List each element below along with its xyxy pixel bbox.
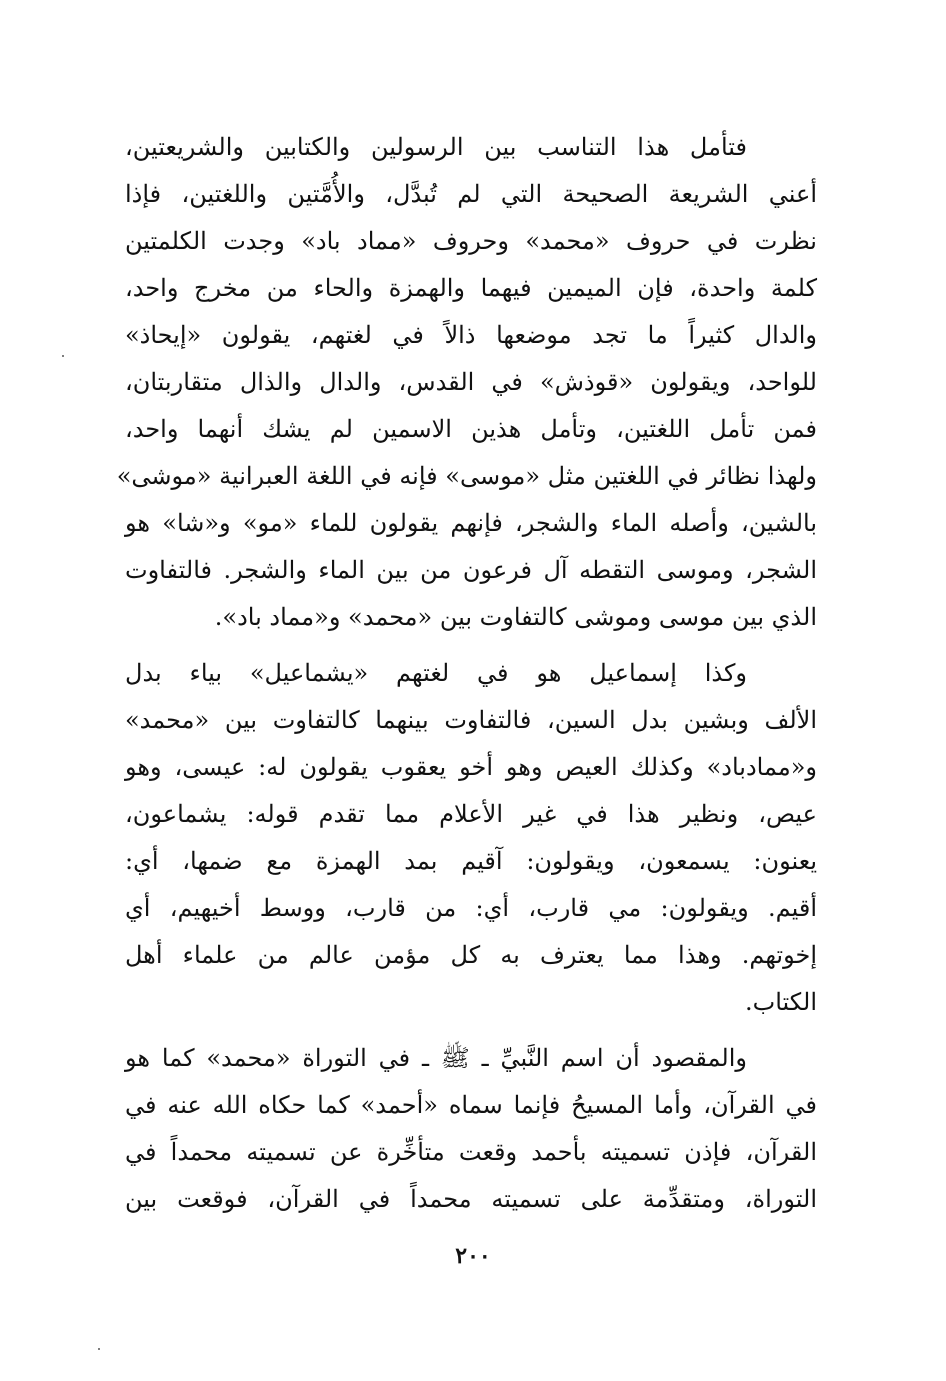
text-line: التوراة، ومتقدِّمة على تسميته محمداً في القرآن، فوقعت بين (125, 1185, 817, 1213)
text-line: بالشين، وأصله الماء والشجر، فإنهم يقولون للماء «مو» و«شا» هو (125, 509, 817, 537)
text-line: أعني الشريعة الصحيحة التي لم تُبدَّل، والأُمَّتين واللغتين، فإذا (125, 180, 817, 208)
paragraph-2 (125, 650, 817, 1026)
text-line: أقيم. ويقولون: مي قارب، أي: من قارب، ووسط أخيهيم، أي (125, 894, 817, 922)
text-line: عيص، ونظير هذا في غير الأعلام مما تقدم قوله: يشماعون، (125, 800, 817, 828)
scan-speck (62, 355, 64, 357)
text-line: فمن تأمل اللغتين، وتأمل هذين الاسمين لم يشك أنهما واحد، (125, 415, 818, 443)
text-line: والدال كثيراً ما تجد موضعها ذالاً في لغتهم، يقولون «إيحاذ» (125, 321, 817, 349)
text-line: نظرت في حروف «محمد» وحروف «مماد باد» وجدت الكلمتين (125, 227, 817, 255)
text-line: الألف وبشين بدل السين، فالتفاوت بينهما كالتفاوت بين «محمد» (125, 706, 817, 734)
text-line: و«ممادباد» وكذلك العيص وهو أخو يعقوب يقولون له: عيسى، وهو (125, 753, 817, 781)
text-line: إخوتهم. وهذا مما يعترف به كل مؤمن عالم من علماء أهل (125, 941, 817, 969)
text-line: للواحد، ويقولون «قوذش» في القدس، والدال والذال متقاربتان، (125, 368, 817, 396)
page-number: ٢٠٠ (455, 1243, 491, 1269)
paragraph-3 (125, 1035, 817, 1223)
text-line: يعنون: يسمعون، ويقولون: آقيم بمد الهمزة مع ضمها، أي: (125, 847, 817, 875)
text-line: الشجر، وموسى التقطه آل فرعون من بين الماء والشجر. فالتفاوت (125, 556, 817, 584)
text-line: وكذا إسماعيل هو في لغتهم «يشماعيل» بياء بدل (125, 659, 747, 687)
text-line: الذي بين موسى وموشى كالتفاوت بين «محمد» و«مماد باد». (214, 603, 817, 631)
text-line: ولهذا نظائر في اللغتين مثل «موسى» فإنه في اللغة العبرانية «موشى» (116, 462, 817, 490)
paragraph-1 (116, 124, 818, 641)
text-line: في القرآن، وأما المسيحُ فإنما سماه «أحمد» كما حكاه الله عنه في (125, 1091, 817, 1119)
text-line: والمقصود أن اسم النَّبيِّ ـ ﷺ ـ في التوراة «محمد» كما هو (125, 1044, 747, 1072)
text-line: كلمة واحدة، فإن الميمين فيهما والهمزة والحاء من مخرج واحد، (125, 274, 817, 302)
text-line: الكتاب. (744, 988, 817, 1016)
text-line: فتأمل هذا التناسب بين الرسولين والكتابين والشريعتين، (125, 133, 747, 161)
scan-speck (98, 1348, 100, 1350)
text-line: القرآن، فإذن تسميته بأحمد وقعت متأخِّرة عن تسميته محمداً في (125, 1138, 817, 1166)
